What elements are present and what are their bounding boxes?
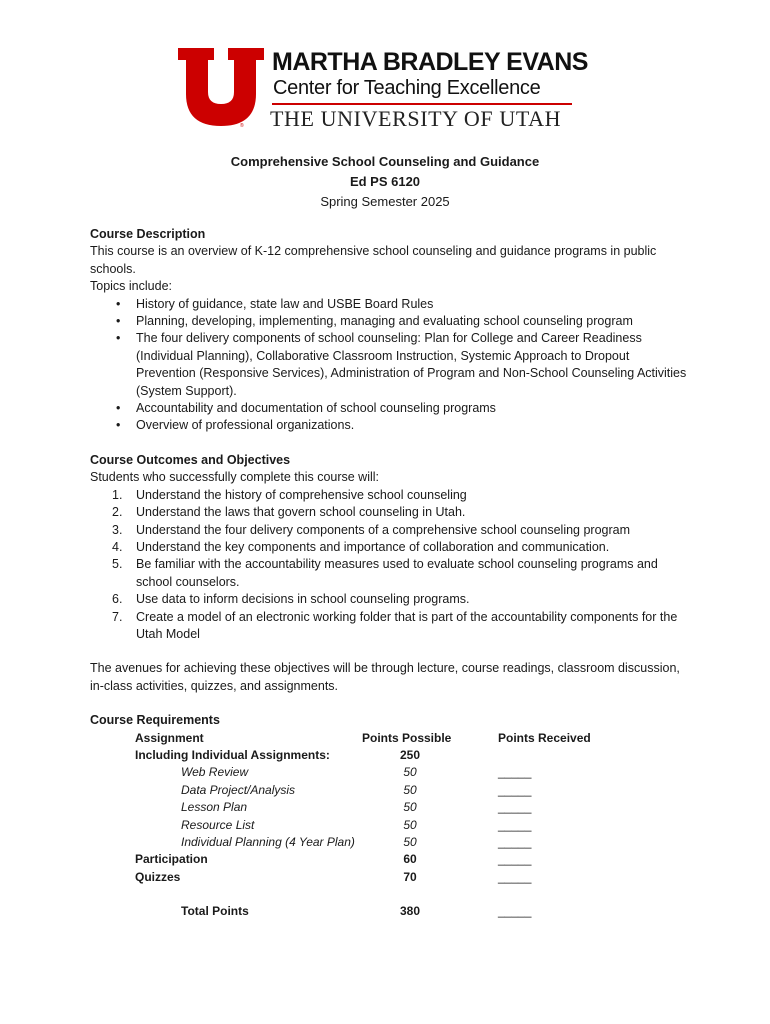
list-item: 2. Understand the laws that govern school counseling in Utah.	[112, 505, 466, 520]
requirements-table	[90, 730, 690, 921]
list-item: 7. Create a model of an electronic working folder that is part of the accountability components for the Utah Model	[112, 609, 678, 641]
table-row: Including Individual Assignments: 250	[135, 747, 421, 762]
outcomes-intro: Students who successfully complete this course will:	[90, 470, 380, 485]
col-assignment-header: Assignment	[135, 730, 204, 745]
table-row: Resource List 50 _____	[181, 817, 532, 832]
col-received-header: Points Received	[498, 730, 591, 745]
topics-list	[90, 296, 690, 435]
avenues-text: The avenues for achieving these objectives will be through lecture, course readings, classroom discussion, in-class activities, quizzes, and assignments.	[90, 661, 680, 693]
list-item: 1. Understand the history of comprehensive school counseling	[112, 487, 467, 502]
bullet: •	[116, 296, 121, 311]
col-possible-header: Points Possible	[362, 730, 452, 745]
table-row: Lesson Plan 50 _____	[181, 800, 532, 815]
course-title-block	[0, 152, 770, 212]
table-row: Participation 60 _____	[135, 852, 532, 867]
list-item: • Planning, developing, implementing, managing and evaluating school counseling program	[136, 313, 690, 330]
description-heading: Course Description	[90, 227, 206, 241]
bullet: •	[116, 401, 121, 416]
block-u-logo-icon	[178, 48, 264, 128]
list-item: 3. Understand the four delivery components of a comprehensive school counseling program	[112, 522, 631, 537]
bullet: •	[116, 314, 121, 329]
logo-divider	[272, 103, 572, 105]
bullet: •	[116, 418, 121, 433]
university-logo	[178, 48, 588, 131]
course-code: Ed PS 6120	[349, 174, 421, 189]
list-item: 6. Use data to inform decisions in school counseling programs.	[112, 592, 470, 607]
table-row: Individual Planning (4 Year Plan) 50 _____	[181, 834, 532, 849]
table-row: Quizzes 70 _____	[135, 869, 532, 884]
description-text: This course is an overview of K-12 comprehensive school counseling and guidance programs in public schools.	[90, 244, 657, 276]
list-item: • Accountability and documentation of school counseling programs	[136, 400, 690, 417]
center-subtitle: Center for Teaching Excellence	[273, 77, 541, 99]
table-row: Data Project/Analysis 50 _____	[181, 782, 532, 797]
table-header-row	[90, 730, 690, 747]
course-title: Comprehensive School Counseling and Guidance	[230, 154, 540, 169]
course-term: Spring Semester 2025	[320, 194, 450, 209]
requirements-heading: Course Requirements	[90, 713, 220, 728]
list-item: • Overview of professional organizations.	[136, 417, 690, 434]
list-item: • History of guidance, state law and USBE Board Rules	[136, 296, 690, 313]
list-item: • The four delivery components of school counseling: Plan for College and Career Readiness (Individual Planning), Collaborative Classroom Instruction, Systemic Approach to Dropout Prevention (Responsive Services), Administration of Program and Non-School Counseling Activities (System Support).	[116, 331, 687, 398]
bullet: •	[116, 331, 121, 346]
syllabus-content	[90, 226, 690, 921]
table-row: Web Review 50 _____	[181, 765, 532, 780]
list-item: 5. Be familiar with the accountability measures used to evaluate school counseling programs and school counselors.	[112, 557, 658, 589]
university-name: THE UNIVERSITY OF UTAH	[270, 106, 562, 131]
svg-text:®: ®	[240, 123, 244, 128]
list-item: 4. Understand the key components and importance of collaboration and communication.	[112, 539, 610, 554]
outcomes-heading: Course Outcomes and Objectives	[90, 452, 291, 467]
total-row: Total Points 380 _____	[181, 904, 532, 919]
center-name: MARTHA BRADLEY EVANS	[272, 48, 588, 76]
topics-label: Topics include:	[90, 279, 172, 294]
outcomes-list	[90, 487, 690, 644]
